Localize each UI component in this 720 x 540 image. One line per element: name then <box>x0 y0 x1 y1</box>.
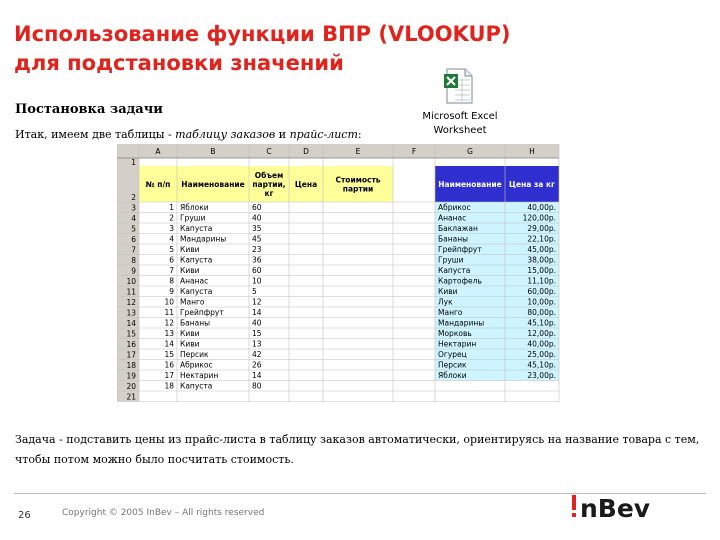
intro-orders: таблицу заказов <box>175 128 276 141</box>
price-name: Мандарины <box>438 318 485 328</box>
row-number: 7 <box>131 245 136 255</box>
order-index: 4 <box>169 234 174 244</box>
column-letter: E <box>355 147 361 156</box>
order-volume: 13 <box>252 339 262 349</box>
column-letter: C <box>266 147 272 156</box>
price-header: Цена за кг <box>509 180 555 189</box>
order-index: 12 <box>164 318 174 328</box>
excel-caption[interactable] <box>400 110 520 138</box>
order-name: Капуста <box>180 287 213 296</box>
intro-prefix: Итак, имеем две таблицы - <box>15 128 176 141</box>
title-line-1: Использование функции ВПР (VLOOKUP) <box>14 22 511 46</box>
spreadsheet <box>117 144 599 410</box>
row-number: 11 <box>126 287 136 297</box>
price-name: Огурец <box>438 350 467 359</box>
orders-header: партии <box>342 184 374 194</box>
svg-text:nBev: nBev <box>580 494 651 522</box>
price-name: Манго <box>438 308 463 317</box>
column-letter: G <box>467 147 473 156</box>
order-name: Бананы <box>180 318 211 328</box>
price-value: 45,10р. <box>527 318 556 328</box>
column-letter: B <box>210 147 216 156</box>
order-name: Персик <box>180 350 209 359</box>
order-name: Киви <box>180 245 200 254</box>
order-name: Ананас <box>180 276 209 286</box>
order-index: 14 <box>164 339 174 349</box>
price-value: 80,00р. <box>527 308 556 317</box>
orders-header: Наименование <box>181 180 245 189</box>
order-index: 8 <box>169 276 174 286</box>
price-value: 22,10р. <box>527 234 556 244</box>
intro-price-list: прайс-лист <box>289 128 358 141</box>
order-volume: 14 <box>252 308 262 317</box>
price-name: Киви <box>438 287 458 296</box>
order-volume: 60 <box>252 203 262 212</box>
order-name: Мандарины <box>180 234 227 244</box>
order-index: 1 <box>169 203 174 212</box>
order-index: 18 <box>164 381 174 391</box>
intro-text <box>15 128 362 141</box>
order-name: Яблоки <box>180 203 209 212</box>
price-value: 25,00р. <box>527 350 556 359</box>
price-value: 40,00р. <box>527 203 556 212</box>
spreadsheet-image <box>117 144 599 414</box>
row-number: 8 <box>131 256 136 265</box>
row-number: 16 <box>126 340 136 349</box>
row-number: 4 <box>131 214 136 223</box>
orders-header: Цена <box>294 180 318 189</box>
order-name: Нектарин <box>180 371 219 380</box>
order-volume: 35 <box>252 224 262 233</box>
column-letter: D <box>303 147 309 156</box>
price-value: 10,00р. <box>527 297 556 307</box>
price-name: Капуста <box>438 266 471 275</box>
column-header-bar <box>117 144 559 158</box>
price-value: 120,00р. <box>522 213 556 223</box>
order-name: Киви <box>180 329 200 338</box>
row-number: 20 <box>126 382 136 391</box>
price-value: 60,00р. <box>527 287 556 296</box>
row-number: 3 <box>131 203 136 213</box>
row-number: 6 <box>131 235 136 244</box>
price-name: Груши <box>438 255 464 265</box>
inbev-logo <box>568 490 668 522</box>
price-value: 23,00р. <box>527 371 556 380</box>
excel-file-icon[interactable] <box>443 68 475 104</box>
order-volume: 60 <box>252 266 262 275</box>
order-volume: 5 <box>252 287 257 296</box>
price-value: 11,10р. <box>527 276 556 286</box>
price-value: 45,00р. <box>527 245 556 254</box>
order-name: Капуста <box>180 255 213 265</box>
price-value: 40,00р. <box>527 339 556 349</box>
row-number: 17 <box>126 350 136 360</box>
price-value: 12,00р. <box>527 329 556 338</box>
price-name: Бананы <box>438 234 469 244</box>
order-name: Капуста <box>180 381 213 391</box>
order-volume: 40 <box>252 318 262 328</box>
order-name: Грейпфрут <box>180 308 224 317</box>
order-volume: 26 <box>252 360 262 370</box>
price-name: Нектарин <box>438 339 477 349</box>
order-name: Абрикос <box>180 360 213 370</box>
order-volume: 14 <box>252 371 262 380</box>
copyright-text: Copyright © 2005 InBev – All rights reserved <box>62 508 265 518</box>
price-value: 29,00р. <box>527 224 556 233</box>
intro-and: и <box>275 128 290 141</box>
order-index: 6 <box>169 255 174 265</box>
order-volume: 12 <box>252 297 262 307</box>
intro-suffix: : <box>357 128 362 141</box>
order-volume: 36 <box>252 255 262 265</box>
order-index: 13 <box>164 329 174 338</box>
order-index: 2 <box>169 213 174 223</box>
orders-header: партии, <box>252 180 286 189</box>
order-volume: 23 <box>252 245 262 254</box>
order-index: 3 <box>169 224 174 233</box>
row-number: 13 <box>126 308 136 318</box>
order-volume: 10 <box>252 276 262 286</box>
order-name: Капуста <box>180 224 213 233</box>
task-description: Задача - подставить цены из прайс-листа в таблицу заказов автоматически, ориентируясь на название товара с тем, чтобы потом можно было посчитать стоимость. <box>15 433 700 466</box>
price-value: 15,00р. <box>527 266 556 275</box>
price-value: 38,00р. <box>527 255 556 265</box>
price-name: Морковь <box>438 329 472 338</box>
order-volume: 80 <box>252 381 262 391</box>
price-name: Баклажан <box>438 224 478 233</box>
row-number: 5 <box>131 224 136 234</box>
orders-header: Стоимость <box>335 175 381 185</box>
row-number: 15 <box>126 329 136 339</box>
orders-header: Объем <box>254 171 284 180</box>
order-index: 15 <box>164 350 174 359</box>
price-header: Наименование <box>438 180 502 189</box>
price-name: Персик <box>438 360 467 370</box>
row-number: 1 <box>131 158 136 167</box>
order-index: 17 <box>164 371 174 380</box>
row-number: 12 <box>126 298 136 307</box>
order-name: Груши <box>180 213 206 223</box>
row-number: 2 <box>131 193 136 202</box>
slide-title <box>14 20 511 78</box>
row-number: 10 <box>126 277 136 286</box>
price-name: Абрикос <box>438 203 471 212</box>
order-index: 9 <box>169 287 174 296</box>
order-name: Киви <box>180 266 200 275</box>
order-name: Манго <box>180 297 205 307</box>
task-heading: Постановка задачи <box>15 102 163 117</box>
orders-header: кг <box>264 189 274 198</box>
price-name: Грейпфрут <box>438 245 482 254</box>
order-index: 10 <box>164 297 174 307</box>
column-letter: H <box>529 147 535 156</box>
title-line-2: для подстановки значений <box>14 51 344 75</box>
page-number: 26 <box>18 510 31 521</box>
order-index: 7 <box>169 266 174 275</box>
order-volume: 45 <box>252 234 262 244</box>
order-volume: 42 <box>252 350 262 359</box>
price-value: 45,10р. <box>527 360 556 370</box>
order-index: 5 <box>169 245 174 254</box>
column-letter: F <box>411 147 417 156</box>
row-number: 14 <box>126 319 136 328</box>
row-number: 21 <box>126 392 136 402</box>
order-volume: 15 <box>252 329 262 338</box>
order-index: 11 <box>164 308 174 317</box>
row-number: 19 <box>126 371 136 381</box>
order-volume: 40 <box>252 213 262 223</box>
row-number: 9 <box>131 266 136 276</box>
price-name: Ананас <box>438 213 467 223</box>
orders-header: № п/п <box>145 180 171 189</box>
price-name: Картофель <box>438 276 482 286</box>
price-name: Яблоки <box>438 371 467 380</box>
order-name: Киви <box>180 339 200 349</box>
order-index: 16 <box>164 360 174 370</box>
row-number: 18 <box>126 361 136 370</box>
column-letter: A <box>155 147 161 156</box>
excel-caption-line-1: Microsoft Excel <box>422 111 498 122</box>
excel-caption-line-2: Worksheet <box>433 125 487 136</box>
price-name: Лук <box>438 297 453 307</box>
